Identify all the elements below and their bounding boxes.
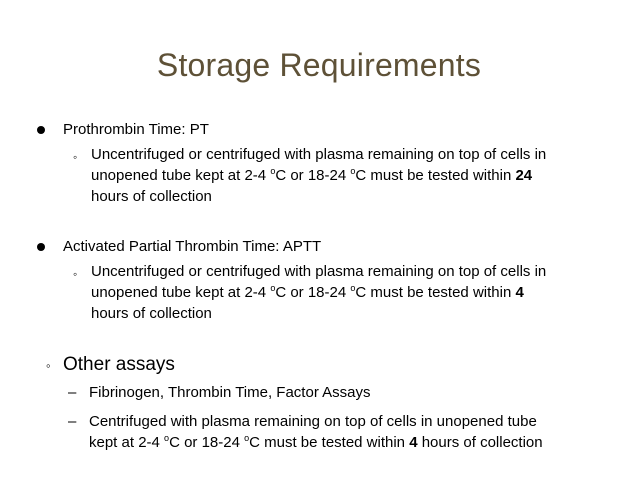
bullet-dot (37, 126, 45, 134)
sub-bullet-aptt-line2: unopened tube kept at 2-4 $^o$C or 18-24 $^o$C must be tested within 4 (91, 283, 524, 301)
dash-item-storage-line2: kept at 2-4 $^o$C or 18-24 $^o$C must be tested within 4 hours of collection (89, 433, 543, 451)
sub-bullet-pt-line2: unopened tube kept at 2-4 $^o$C or 18-24 $^o$C must be tested within 24 (91, 166, 533, 184)
ring-bullet-icon: ◦ (73, 150, 78, 164)
sub-bullet-pt-line3: hours of collection (91, 188, 212, 205)
dash-item-storage-line1: Centrifuged with plasma remaining on top of cells in unopened tube (89, 413, 537, 430)
ring-bullet-icon: ◦ (73, 267, 78, 281)
hours-value: 24 (515, 167, 533, 184)
bullet-pt-label: Prothrombin Time: PT (63, 121, 209, 138)
bullet-other-label: Other assays (63, 354, 175, 375)
sub-bullet-aptt-line3: hours of collection (91, 305, 212, 322)
bullet-dot (37, 243, 45, 251)
sub-bullet-pt-line1: Uncentrifuged or centrifuged with plasma remaining on top of cells in (91, 146, 547, 163)
slide-title: Storage Requirements (156, 47, 482, 83)
dash-bullet-icon: – (68, 413, 77, 430)
hours-value: 4 (409, 434, 418, 451)
ring-bullet-icon: ◦ (46, 358, 51, 373)
hours-value: 4 (515, 284, 524, 301)
bullet-aptt-label: Activated Partial Thrombin Time: APTT (63, 238, 322, 255)
dash-bullet-icon: – (68, 384, 77, 401)
sub-bullet-aptt-line1: Uncentrifuged or centrifuged with plasma remaining on top of cells in (91, 263, 547, 280)
dash-item-assays-text: Fibrinogen, Thrombin Time, Factor Assays (89, 384, 371, 401)
